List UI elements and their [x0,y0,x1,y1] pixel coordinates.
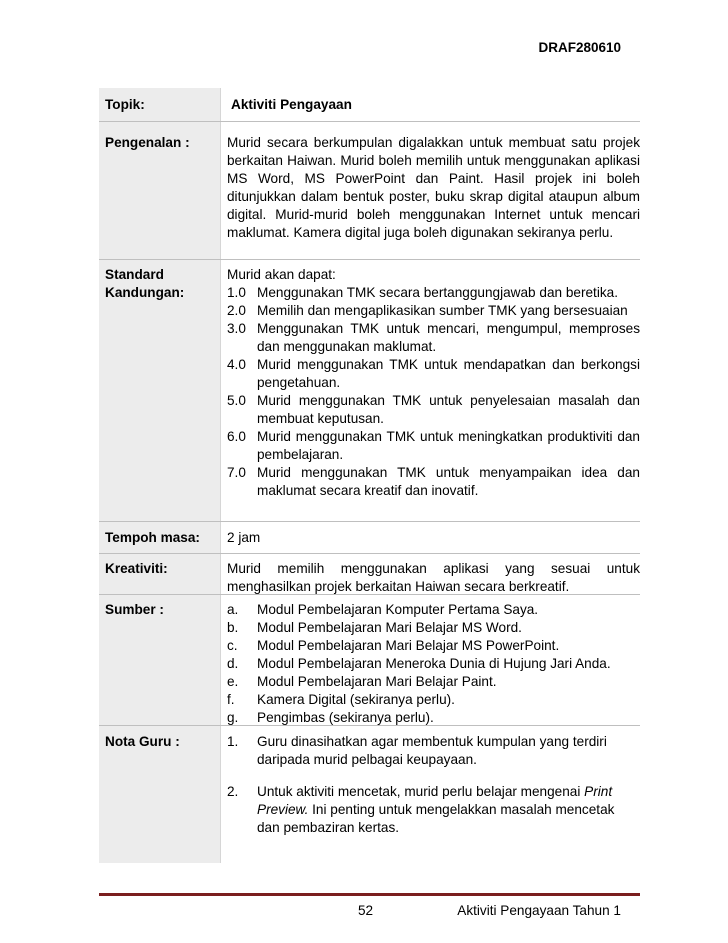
item-text: Murid menggunakan TMK untuk menyampaikan idea dan maklumat secara kreatif dan inovatif. [257,465,640,498]
standard-item [227,356,640,392]
item-number: 3.0 [227,321,246,336]
row-divider [99,594,640,595]
nota-item [227,733,632,769]
item-number: 4.0 [227,357,246,372]
tempoh-label: Tempoh masa: [105,530,200,545]
nota-label: Nota Guru : [105,734,180,749]
standard-item [227,284,640,302]
standard-item [227,428,640,464]
item-text: Murid menggunakan TMK untuk meningkatkan produktiviti dan pembelajaran. [257,429,640,462]
kreativiti-text: Murid memilih menggunakan aplikasi yang sesuai untuk menghasilkan projek berkaitan Haiwan secara berkreatif. [227,561,640,594]
nota-list [227,733,632,837]
item-number: 1. [227,734,239,749]
item-number: 2.0 [227,303,246,318]
row-divider [99,259,640,260]
item-number: 1.0 [227,285,246,300]
standard-intro: Murid akan dapat: [227,267,336,282]
sumber-label: Sumber : [105,602,164,617]
item-letter: f. [227,692,235,707]
item-letter: d. [227,656,239,671]
item-text: Modul Pembelajaran Mari Belajar Paint. [257,674,497,689]
row-divider [99,521,640,522]
item-text: Menggunakan TMK untuk mencari, mengumpul, memproses dan menggunakan maklumat. [257,321,640,354]
pengenalan-label: Pengenalan : [105,135,190,150]
topik-value: Aktiviti Pengayaan [231,97,352,112]
item-text: Modul Pembelajaran Komputer Pertama Saya. [257,602,539,617]
item-emphasis: Print Preview. [257,784,613,817]
item-number: 7.0 [227,465,246,480]
standard-item [227,302,640,320]
item-text: Memilih dan mengaplikasikan sumber TMK yang bersesuaian [257,303,628,318]
tempoh-value: 2 jam [227,530,261,545]
item-number: 5.0 [227,393,246,408]
standard-label-line1: Standard [105,267,164,282]
sumber-item [227,637,640,655]
item-text: Kamera Digital (sekiranya perlu). [257,692,455,707]
item-text: Ini penting untuk mengelakkan masalah mencetak dan pembaziran kertas. [257,802,615,835]
page-number: 52 [358,903,374,918]
item-text: Menggunakan TMK secara bertanggungjawab dan beretika. [257,285,618,300]
standard-item [227,464,640,500]
sumber-item [227,619,640,637]
row-divider [99,553,640,554]
sumber-item [227,673,640,691]
kreativiti-label: Kreativiti: [105,561,168,576]
sumber-item [227,655,640,673]
item-text: Pengimbas (sekiranya perlu). [257,710,434,725]
item-text: Modul Pembelajaran Mari Belajar MS Word. [257,620,522,635]
sumber-item [227,691,640,709]
topik-label: Topik: [105,97,145,112]
pengenalan-text: Murid secara berkumpulan digalakkan untuk membuat satu projek berkaitan Haiwan. Murid boleh memilih untuk menggunakan aplikasi MS Word, MS PowerPoint dan Paint. Hasil projek ini boleh ditunjukkan dalam bentuk poster, buku skrap digital ataupun album digital. Murid-murid boleh menggunakan Internet untuk mencari maklumat. Kamera digital juga boleh digunakan sekiranya perlu. [227,135,640,240]
item-text: Murid menggunakan TMK untuk mendapatkan dan berkongsi pengetahuan. [257,357,640,390]
sumber-list [227,601,640,727]
item-letter: a. [227,602,239,617]
footer-title: Aktiviti Pengayaan Tahun 1 [457,903,621,918]
lesson-table [99,88,640,863]
item-text: Untuk aktiviti mencetak, murid perlu belajar mengenai [257,784,585,799]
item-letter: g. [227,710,239,725]
standard-label [105,266,184,302]
page-footer [99,893,640,918]
standard-item [227,320,640,356]
item-number: 6.0 [227,429,246,444]
sumber-item [227,601,640,619]
draft-code: DRAF280610 [538,40,621,55]
item-text: Murid menggunakan TMK untuk penyelesaian masalah dan membuat keputusan. [257,393,640,426]
item-text: Guru dinasihatkan agar membentuk kumpulan yang terdiri daripada murid pelbagai keupayaan. [257,734,607,767]
standard-label-line2: Kandungan: [105,285,185,300]
nota-item [227,783,632,837]
item-number: 2. [227,784,239,799]
standard-item [227,392,640,428]
row-divider [99,121,640,122]
item-letter: c. [227,638,238,653]
item-text: Modul Pembelajaran Mari Belajar MS PowerPoint. [257,638,560,653]
standard-content [227,266,640,500]
item-text: Modul Pembelajaran Meneroka Dunia di Hujung Jari Anda. [257,656,611,671]
row-divider [99,725,640,726]
item-letter: e. [227,674,239,689]
item-letter: b. [227,620,239,635]
